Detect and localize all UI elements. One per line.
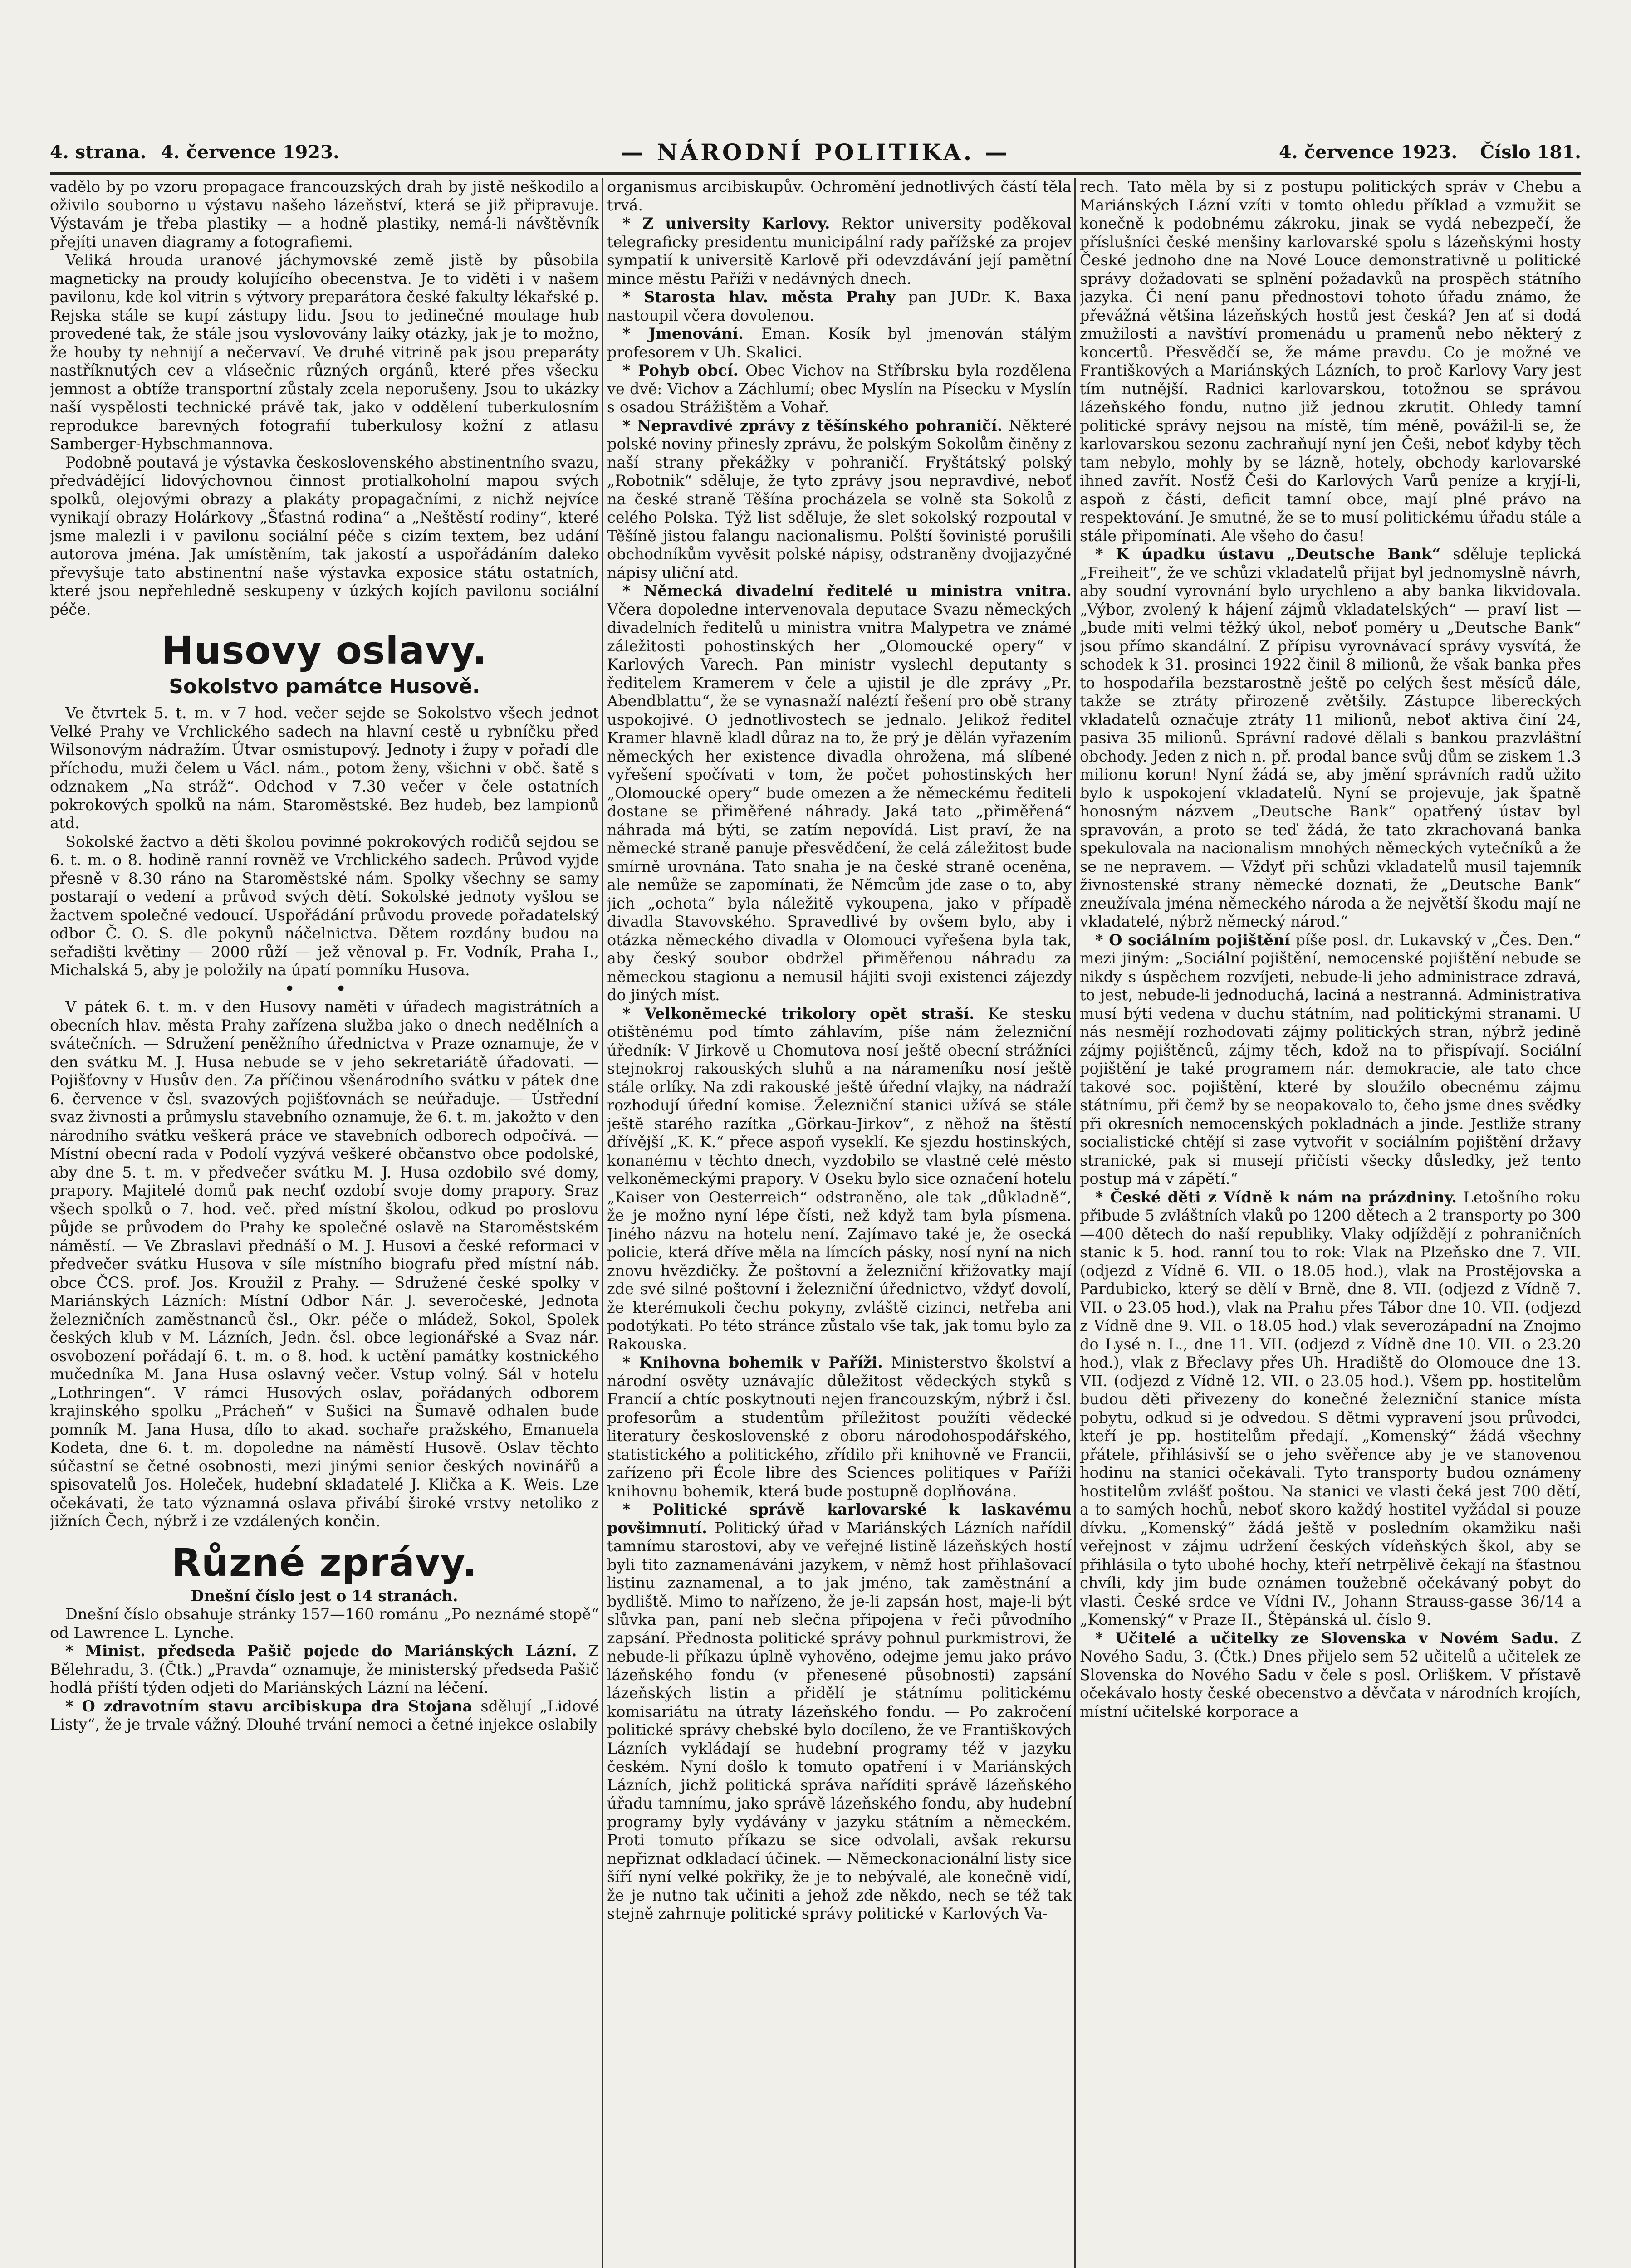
news-item-text: Z Nového Sadu, 3. (Čtk.) Dnes přijelo sem 52 učitelů a učitelek ze Slovenska do Nového Sadu v čele s posl. Orliškem. V přístavě očekávalo hosty české obecenstvo a děvčata v národních krojích, místní učitelské korporace a xyxy=(1080,1629,1581,1721)
masthead xyxy=(50,138,1581,166)
news-item xyxy=(1080,545,1581,931)
newspaper-title: — NÁRODNÍ POLITIKA. — xyxy=(621,139,1010,166)
article-paragraph: Podobně poutavá je výstavka československého abstinentního svazu, předvádějící lidovýchovnou činnost protialkoholní mapou svých spolků, olejovými obrazy a plakáty propagačními, z nichž nejvíce vynikají obrazy Holárkovy „Šťastná rodina“ a „Neštěstí rodiny“, které jsme malezli i v pavilonu sociální péče s cizím textem, bez udání autorova jména. Jak umístěním, tak jakostí a uspořádáním daleko převyšuje tato abstinentní naše výstavka exposice státu ostatních, které jsou nepřehledně seskupeny v úzkých kojích pavilonu sociální péče. xyxy=(50,453,599,618)
news-item-text: Některé polské noviny přinesly zprávu, že polským Sokolům činěny z naší strany překážky v pohraničí. Fryštátský polský „Robotnik“ sděluje, že tyto zprávy jsou nepravdivé, neboť na české straně Těšína procházela se volně sta Sokolů z celého Polska. Týž list sděluje, že slet sokolský rozpoutal v Těšíně jistou falangu nacionalismu. Polští šovinisté porušili obchodníkům vyvěsit polské nápisy, odstraněny dvojjazyčné nápisy uliční atd. xyxy=(607,416,1072,582)
news-item xyxy=(1080,1188,1581,1629)
news-item xyxy=(607,582,1072,1005)
news-item-text: Politický úřad v Mariánských Lázních nařídil tamnímu starostovi, aby ve veřejné listině lázeňských hostí byli tito zaznamenáváni jazykem, v němž host přihlašovací listinu zaznamenal, a to jak jméno, tak zaměstnání a bydliště. Mimo to nařízeno, že je-li zapsán host, maje-li být slůvka pan, paní neb slečna připojena v řeči původního zapsání. Přednosta politické správy pohnul purkmistrovi, že nebude-li příkazu úplně vyhověno, odejme jemu jako právo lázeňského fondu (v přenesené působnosti) zapsání lázeňských listin a přidělí je státnímu politickému komisariátu na útraty lázeňského fondu. — Po zakročení politické správy chebské bylo docíleno, že ve Františkových Lázních vykládají se hudební programy též v jazyku českém. Nyní došlo k tomuto opatření i v Mariánských Lázních, jichž politická správa naříditi správě lázeňského úřadu tamnímu, jako správě lázeňského fondu, aby hudební programy byly vydávány v jazyku státním a německém. Proti tomuto příkazu se sice odvolali, avšak rekursu nepřiznat odkladací účinek. — Německonacionální listy sice šíří nyní velké pokřiky, že je to nebývalé, ale konečně vidí, že je nutno tak učiniti a jehož zde někdo, nech se též tak stejně zahrnuje politické správy politické v Karlových Va- xyxy=(607,1519,1072,1922)
news-item-text: Letošního roku přibude 5 zvláštních vlaků po 1200 dětech a 2 transporty po 300—400 dětech do naší republiky. Vlaky odjíždějí z pohraničních stanic k 5. hod. ranní tou to rok: Vlak na Plzeňsko dne 7. VII. (odjezd z Vídně 6. VII. o 18.05 hod.), vlak na Prostějovska a Pardubicko, který se dělí v Brně, dne 8. VII. (odjezd z Vídně 7. VII. o 23.05 hod.), vlak na Prahu přes Tábor dne 10. VII. (odjezd z Vídně dne 9. VII. o 18.05 hod.) vlak severozápadní na Znojmo do Lysé n. L., dne 11. VII. (odjezd z Vídně dne 10. VII. o 23.20 hod.), vlak z Břeclavy přes Uh. Hradiště do Olomouce dne 13. VII. (odjezd z Vídně 12. VII. o 23.05 hod.). Všem pp. hostitelům budou děti přivezeny do konečné železniční stanice místa pobytu, odkud si je odvedou. S dětmi vypravení jsou průvodci, kteří je pp. hostitelům předají. „Komenský“ žádá všechny přátele, přihlásivší se o jeho svěřence aby je ve stanovenou hodinu na stanici očekávali. Tyto transporty budou oznámeny hostitelům zvlášť poštou. Na stanici ve vlasti čeká jest 700 dětí, a to samých hochů, neboť skoro každý hostitel vyžádal si pouze dívku. „Komenský“ žádá ještě v posledním okamžiku naši veřejnost v zájmu udržení českých vídeňských škol, aby se přihlásila o tyto ubohé hochy, kteří netrpělivě čekají na šťastnou chvíli, kdy jim bude oznámen toužebně očekávaný pobyt do vlasti. České srdce ve Vídni IV., Johann Strauss-gasse 36/14 a „Komenský“ v Praze II., Štěpánská ul. číslo 9. xyxy=(1080,1188,1581,1628)
article-paragraph: Ve čtvrtek 5. t. m. v 7 hod. večer sejde se Sokolstvo všech jednot Velké Prahy ve Vrchlického sadech na hlavní cestě u rybníčku před Wilsonovým nádražím. Útvar osmistupový. Jednoty i župy v pořadí dle příchodu, muži čelem u Václ. nám., potom ženy, všichni v obč. šatě s odznakem „Na stráž“. Odchod v 7.30 večer v čele ostatních pokrokových spolků na nám. Staroměstské. Bez hudeb, bez lampionů atd. xyxy=(50,704,599,832)
column-3 xyxy=(1080,178,1581,2268)
date-right: 4. července 1923. xyxy=(1278,142,1458,163)
news-item-lead: * Pohyb obcí. xyxy=(622,362,739,379)
news-item-lead: * Jmenování. xyxy=(622,325,744,342)
news-item xyxy=(607,215,1072,288)
news-item xyxy=(1080,931,1581,1188)
column-1 xyxy=(50,178,599,2268)
column-divider xyxy=(1074,178,1076,2268)
news-item-text: Obec Vichov na Stříbrsku byla rozdělena ve dvě: Vichov a Záchlumí; obec Myslín na Písecku v Myslín s osadou Strážištěm a Vohař. xyxy=(607,362,1072,416)
date-left: 4. července 1923. xyxy=(161,142,339,163)
news-item xyxy=(50,1697,599,1734)
news-item-text: Z Bělehradu, 3. (Čtk.) „Pravda“ oznamuje, že ministerský předseda Pašič hodlá příští týden odjeti do Mariánských Lázní na léčení. xyxy=(50,1642,599,1696)
article-paragraph: V pátek 6. t. m. v den Husovy naměti v úřadech magistrátních a obecních hlav. města Prahy zařízena služba jako o dnech nedělních a svátečních. — Sdružení peněžního úřednictva v Praze oznamuje, že v den svátku M. J. Husa nebude se v jeho sekretariátě úřadovati. — Pojišťovny v Husův den. Za příčinou všenárodního svátku v pátek dne 6. července v čsl. svazových pojišťovnách se neúřaduje. — Ústřední svaz živnosti a průmyslu stavebního oznamuje, že 6. t. m. jakožto v den národního svátku veškerá práce ve stavebních odborech odpočívá. — Místní obecní rada v Podolí vyzývá veškeré občanstvo obce podolské, aby dne 5. t. m. v předvečer svátku M. J. Husa ozdobilo své domy, prapory. Majitelé domů pak nechť ozdobí svoje domy prapory. Sraz všech spolků o 7. hod. več. před místní školou, odkud po proslovu půjde se průvodem do Prahy ke společné oslavě na Staroměstském náměstí. — Ve Zbraslavi přednáší o M. J. Husovi a české reformaci v předvečer svátku Husova v síle místního biografu před místní náb. obce ČCS. prof. Jos. Kroužil z Prahy. — Sdružené české spolky v Mariánských Lázních: Místní Odbor Nár. J. severočeské, Jednota železničních zaměstnanců čsl., Okr. péče o mládež, Sokol, Spolek českých klub v M. Lázních, Jedn. čsl. obce legionářské a Svaz nár. osvobození pořádají 6. t. m. o 8. hod. k uctění památky kostnického mučedníka M. Jana Husa oslavný večer. Vstup volný. Sál v hotelu „Lothringen“. V rámci Husových oslav, pořádaných odborem krajinského spolku „Prácheň“ v Sušici na Šumavě odhalen bude pomník M. Jana Husa, dílo to akad. sochaře pražského, Emanuela Kodeta, dne 6. t. m. dopoledne na náměstí Husově. Oslav těchto súčastní se četné osobnosti, mezi jinými senior českých novinářů a spisovatelů Jos. Holeček, hudební skladatelé J. Klička a K. Weis. Lze očekávati, že tato významná oslava přivábí široké vrstvy netoliko z jižních Čech, nýbrž i ze vzdálených končin. xyxy=(50,998,599,1530)
news-item-text: píše posl. dr. Lukavský v „Čes. Den.“ mezi jiným: „Sociální pojištění, nemocenské pojištění nebude se nikdy s úspěchem rozvíjeti, nebude-li jeho administrace zdravá, to jest, nebude-li jednoduchá, laciná a nestranná. Administrativa musí býti vedena v duchu státním, nad politickými stranami. U nás nesmějí rozhodovati zájmy politických stran, nýbrž jedině zájmy pojištěnců, zájmy těch, kdož na to přispívají. Sociální pojištění je také programem nár. demokracie, ale tato chce takové soc. pojištění, které by sloužilo obecnému zájmu státnímu, při čemž by se neopakovalo to, čeho jsme dnes svědky při okresních nemocenských pokladnách a jinde. Jestliže strany socialistické chtějí si zase vytvořit v sociálním pojištění državy stranické, pak si musejí přičísti všecky důsledky, jež tento postup má v zápětí.“ xyxy=(1080,931,1581,1188)
news-item-text: sděluje teplická „Freiheit“, že ve schůzi vkladatelů přijat byl jednomyslně návrh, aby soudní vyrovnání bylo urychleno a aby banka likvidovala. „Výbor, zvolený k hájení zájmů vkladatelských“ — praví list — „bude míti velmi těžký úkol, neboť poměry u „Deutsche Bank“ jsou přímo skandální. Z přípisu vyrovnávací správy vysvítá, že schodek k 31. prosinci 1922 činil 8 milionů, že však banka přes to hospodařila bezstarostně ještě po celých šest měsíců dále, takže se ztráty přirozeně zvětšily. Zástupce libereckých vkladatelů označuje ztráty 11 milionů, neboť aktiva činí 24, pasiva 35 milionů. Správní radové dělali s bankou prazvláštní obchody. Jeden z nich n. př. prodal bance svůj dům se ziskem 1.3 milionu korun! Nyní žádá se, aby jmění správních radů užito bylo k uspokojení vkladatelů. Nyní se projevuje, jak špatně honosným názvem „Deutsche Bank“ opatřený ústav byl spravován, a proto se teď žádá, že tato zkrachovaná banka spekulovala na nacionalism mnohých německých vytečníků a že se ne nepravem. — Vždyť při schůzi vkladatelů musil tajemník živnostenské strany německé doznati, že „Deutsche Bank“ zneužívala jména německého národa a že největší škodu mají ne vkladatelé, nýbrž německý národ.“ xyxy=(1080,545,1581,930)
news-item-lead: * Minist. předseda Pašič pojede do Mariánských Lázní. xyxy=(65,1642,577,1660)
section-subheading: Sokolstvo památce Husově. xyxy=(169,675,480,698)
article-paragraph: organismus arcibiskupův. Ochromění jednotlivých částí těla trvá. xyxy=(607,178,1072,214)
news-item xyxy=(607,1005,1072,1354)
news-item xyxy=(607,417,1072,582)
news-item-text: pan JUDr. K. Baxa nastoupil včera dovolenou. xyxy=(607,288,1072,324)
news-item-lead: * Učitelé a učitelky ze Slovenska v Novém Sadu. xyxy=(1095,1629,1559,1647)
masthead-right xyxy=(1279,138,1581,166)
news-item-text: sdělují „Lidové Listy“, že je trvale vážný. Dlouhé trvání nemoci a četné injekce oslabily xyxy=(50,1697,599,1733)
article-paragraph: rech. Tato měla by si z postupu politických správ v Chebu a Mariánských Lázní vzíti v tomto ohledu příklad a vzmužit se konečně k podobnému zákroku, jinak se vydá nebezpečí, že příslušníci české menšiny karlovarské spolu s lázeňskými hosty České jednoho dne na Nové Louce demonstrativně u politické správy dožadovati se splnění požadavků na prospěch státního jazyka. Či není panu přednostovi tohoto úřadu známo, že převážná většina lázeňských hostů jest česká? Jen ať si dodá zmužilosti a navštíví promenádu u pramenů nebo některý z koncertů. Přesvědčí se, že máme pravdu. Co je možné ve Františkových a Mariánských Lázních, to proč Karlovy Vary jest tím nutnější. Radnici karlovarskou, totožnou se správou lázeňského fondu, nutno již jednou zkrutit. Ohledy tamní politické správy nejsou na místě, tím méně, povážil-li se, že karlovarskou sezonu zachraňují nyní jen Češi, neboť kdyby těch tam nebylo, mohly by se lázně, hotely, obchody karlovarské ihned zavřít. Nosťž Češi do Karlových Varů peníze a kryjí-li, aspoň z části, deficit tamní obce, mají plné právo na respektování. Je smutné, že se to musí politickému úřadu stále a stále připomínati. Ale všeho do času! xyxy=(1080,178,1581,545)
article-paragraph: Veliká hrouda uranové jáchymovské země jistě by působila magneticky na proudy kolujícího obecenstva. Je to viděti i v našem pavilonu, kde kol vitrin s výtvory preparátora české fakulty lékařské p. Rejska stále se kupí zástupy lidu. Jsou to jedinečné moulage hub provedené tak, že stále jsou vyslovovány laiky otázky, jak je to možno, že houby ty nehnijí a nečervaví. Ve druhé vitrině pak jsou preparáty nastříknutých cev a vlásečnic různých orgánů, které přes všecku jemnost a obtíže transportní zůstaly zcela neporušeny. Jsou to ukázky naší vyspělosti technické právě tak, jako v oddělení tuberkulosním reprodukce barevných fotografií tuberkulosy kožní z atlasu Samberger-Hybschmannova. xyxy=(50,251,599,453)
news-item-lead: * Velkoněmecké trikolory opět straší. xyxy=(622,1004,975,1022)
news-item-lead: * O sociálním pojištění xyxy=(1095,931,1290,949)
news-item-lead: * O zdravotním stavu arcibiskupa dra Stojana xyxy=(65,1697,473,1715)
news-item xyxy=(50,1642,599,1697)
section-heading-hus: Husovy oslavy. xyxy=(162,628,487,673)
news-item xyxy=(1080,1629,1581,1721)
news-item xyxy=(607,362,1072,417)
news-item-lead: * Německá divadelní ředitelé u ministra vnitra. xyxy=(622,582,1072,600)
column-2 xyxy=(607,178,1072,2268)
header-rule xyxy=(50,172,1581,175)
column-divider xyxy=(602,178,603,2268)
article-paragraph: Dnešní číslo obsahuje stránky 157—160 románu „Po neznámé stopě“ od Lawrence L. Lynche. xyxy=(50,1605,599,1642)
news-item xyxy=(607,288,1072,325)
issue-number: Číslo 181. xyxy=(1480,142,1581,163)
news-item-lead: * Starosta hlav. města Prahy xyxy=(622,288,896,306)
news-item-text: Rektor university poděkoval telegraficky presidentu municipální rady pařížské za projev sympatií k universitě Karlově při odevzdávání její pamětní mince městu Paříži v nedávných dnech. xyxy=(607,215,1072,288)
news-item xyxy=(607,325,1072,362)
issue-note: Dnešní číslo jest o 14 stranách. xyxy=(191,1587,458,1605)
article-paragraph: Sokolské žactvo a děti školou povinné pokrokových rodičů sejdou se 6. t. m. o 8. hodině ranní rovněž ve Vrchlického sadech. Průvod vyjde přesně v 8.30 ráno na Staroměstské nám. Spolky všechny se samy postarají o vedení a průvod svých dětí. Sokolské jednoty vyšlou se žactvem společné vedoucí. Uspořádání průvodu provede pořadatelský odbor Č. O. S. dle pokynů náčelnictva. Dětem rozdány budou na seřadišti květiny — 2000 růží — jež věnoval p. Fr. Vodník, Praha I., Michalská 5, aby je položily na úpatí pomníku Husova. xyxy=(50,832,599,979)
page-number: 4. strana. xyxy=(50,142,147,163)
news-item-lead: * Knihovna bohemik v Paříži. xyxy=(622,1354,883,1371)
news-item-text: Ministerstvo školství a národní osvěty uznávajíc důležitost vědeckých styků s Francií a chtíc poskytnouti nejen francouzským, nýbrž i čsl. profesorům a studentům příležitost použíti vědecké literatury československé z oboru národohospodářského, statistického a politického, zřídilo při knihovně ve Francii, zařízeno při École libre des Sciences politiques v Paříži knihovnu bohemik, která bude postupně doplňována. xyxy=(607,1354,1072,1500)
news-item-text: Eman. Kosík byl jmenován stálým profesorem v Uh. Skalici. xyxy=(607,325,1072,361)
separator: • • xyxy=(284,979,364,997)
news-item-text: Včera dopoledne intervenovala deputace Svazu německých divadelních ředitelů u ministra vnitra Malypetra ve známé záležitosti pohostinských her „Olomoucké opery“ v Karlových Varech. Pan ministr vyslechl deputanty s ředitelem Kramerem v čele a ujistil je dle zprávy „Pr. Abendblattu“, že se vynasnaží naléztí řešení pro obě strany uspokojivé. O jednotlivostech se jednalo. Jelikož ředitel Kramer hlavně kladl důraz na to, že prý je dělán vyřazením německých her existence divadla ohrožena, má slíbené vyřešení spočívati v tom, že počet pohostinských her „Olomoucké opery“ bude omezen a že německému řediteli dostane se přiměřené náhrady. Jaká tato „přiměřená“ náhrada má býti, se zatím nepovídá. List praví, že na německé straně panuje přesvědčení, že celá záležitost bude smírně urovnána. Tato snaha je na české straně oceněna, ale nemůže se zapomínati, že Němcům jde zase o to, aby jich „ochota“ byla náležitě vykoupena, jako v případě divadla Stavovského. Spravedlivé by ovšem bylo, aby i otázka německého divadla v Olomouci vyřešena byla tak, aby český soubor obdržel přiměřenou náhradu za německou stagionu a nemusil hájiti svoji existenci zájezdy do jiných míst. xyxy=(607,600,1072,1004)
news-item-lead: * České děti z Vídně k nám na prázdniny. xyxy=(1095,1188,1457,1206)
news-item-lead: * Politické správě karlovarské k laskavému povšimnutí. xyxy=(607,1501,1072,1537)
news-item xyxy=(607,1501,1072,1923)
news-item-lead: * K úpadku ústavu „Deutsche Bank“ xyxy=(1095,545,1441,563)
news-item-lead: * Nepravdivé zprávy z těšínského pohraničí. xyxy=(622,416,1003,435)
news-item xyxy=(607,1354,1072,1501)
news-item-text: Ke stesku otištěnému pod tímto záhlavím, píše nám železniční úředník: V Jirkově u Chomutova nosí ještě obecní strážníci stejnokroj rakouských sluhů a na nárameníku nosí ještě stále orlíky. Na zdi rakouské ještě úřední vlajky, na nádraží rozhodují úřední komise. Železniční stanici užívá se stále ještě starého razítka „Görkau-Jirkov“, z něhož na štěstí dřívější „K. K.“ přece aspoň vyseklí. Ke sjezdu hostinských, konanému v těchto dnech, vyzdobilo se vlastně celé město velkoněmeckými prapory. V Oseku bylo sice označení hotelu „Kaiser von Oesterreich“ odstraněno, ale tak „důkladně“, že je možno nyní lépe čísti, než když tam byla písmena. Jiného názvu na hotelu není. Zajímavo také je, že osecká policie, která dříve měla na límcích pásky, nosí nyní na nich znovu hvězdičky. Že poštovní a železniční křižovatky mají zde své silné poštovní i železniční úřednictvo, vždyť dovolí, že kterémukoli čechu pokyny, zvláště cizinci, netřeba ani podotýkati. Po této stránce zůstalo vše tak, jak tomu bylo za Rakouska. xyxy=(607,1004,1072,1353)
article-paragraph: vadělo by po vzoru propagace francouzských drah by jistě neškodilo a oživilo souborno u výstavu našeho lázeňství, která se již připravuje. Výstavám je třeba plastiky — a hodně plastiky, nemá-li návštěvník přejíti unaven diagramy a fotografiemi. xyxy=(50,178,599,251)
section-heading-news: Různé zprávy. xyxy=(171,1540,477,1585)
news-item-lead: * Z university Karlovy. xyxy=(622,215,830,232)
